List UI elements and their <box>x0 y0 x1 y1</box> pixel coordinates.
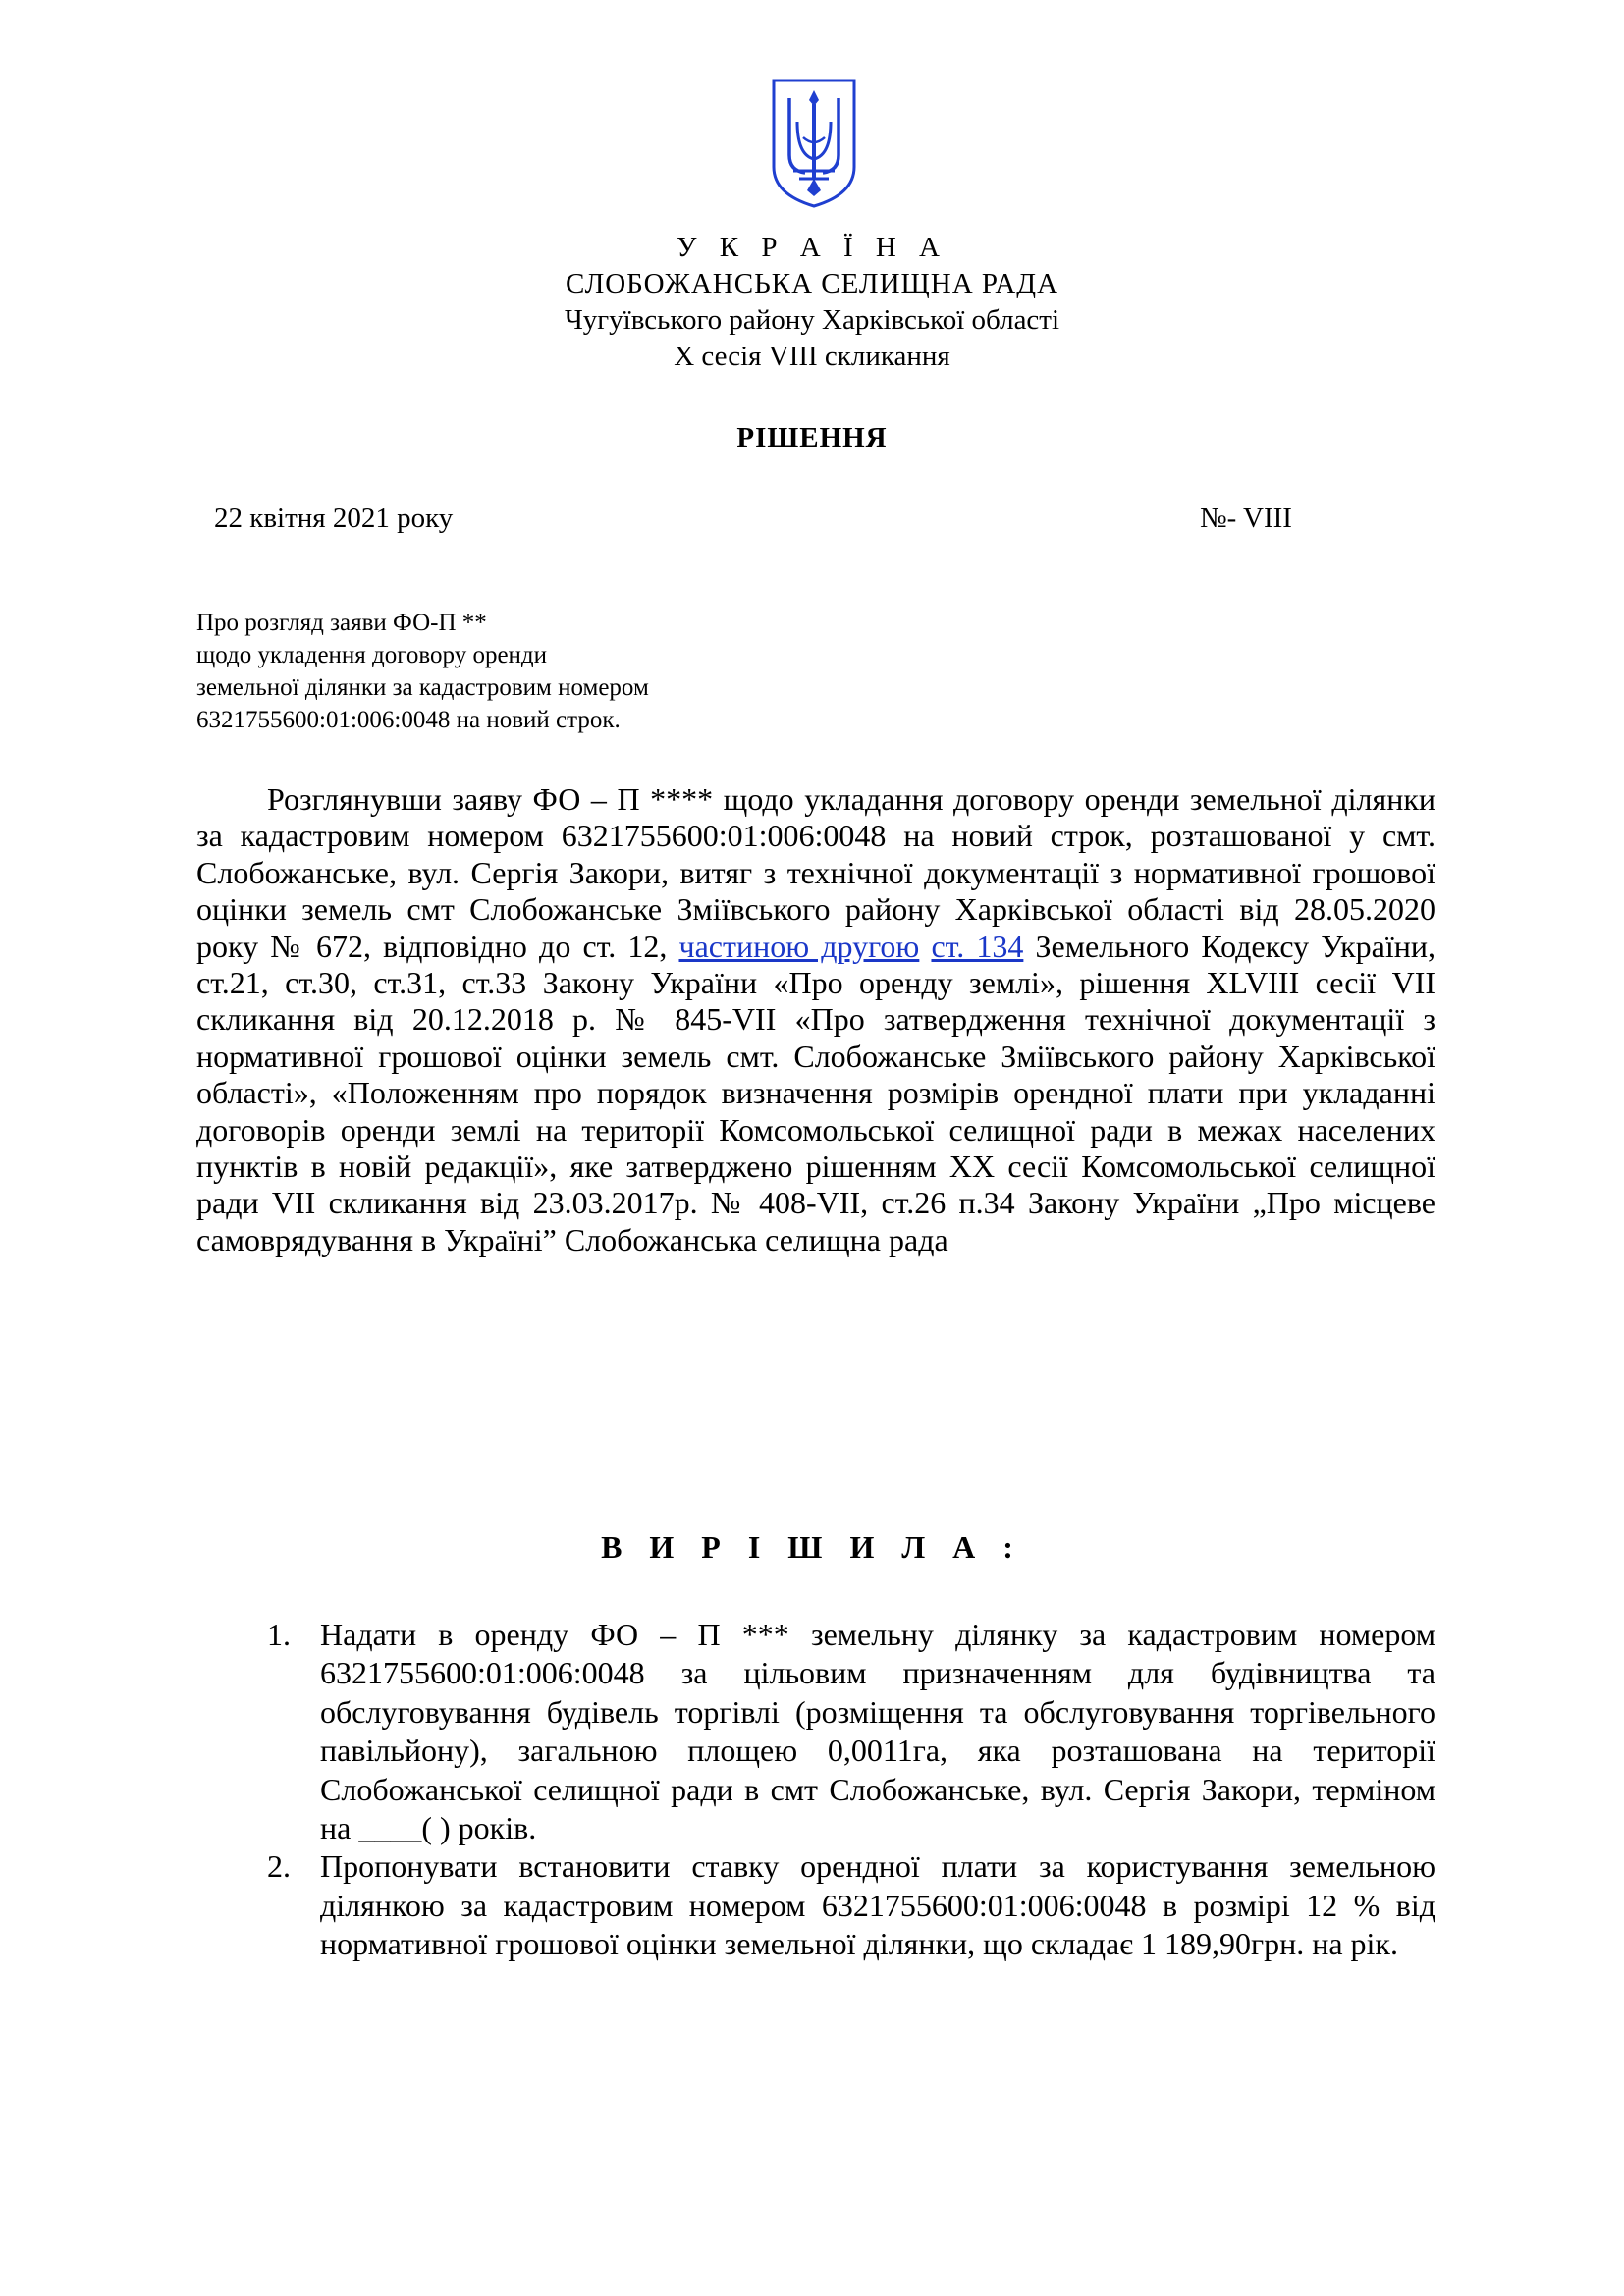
link-part-two[interactable]: частиною другою <box>678 928 920 964</box>
document-title: РІШЕННЯ <box>736 422 888 454</box>
subject-line: Про розгляд заяви ФО-П ** <box>196 610 487 636</box>
preamble-paragraph <box>196 781 1435 1258</box>
preamble-text-continued: Земельного Кодексу України, ст.21, ст.30, ст.31, ст.33 Закону України «Про оренду землі», рішення XLVIII сесії VII скликання від 20.12.2018 р. № 845-VII «Про затвердження технічної документації з нормативної грошової оцінки земель смт. Слобожанське Зміївського району Харківської області», «Положенням про порядок визначення розмірів орендної плати при укладанні договорів оренди землі на території Комсомольської селищної ради в межах населених пунктів в новій редакції», яке затверджено рішенням XX сесії Комсомольської селищної ради VII скликання від 23.03.2017р. № 408-VII, ст.26 п.34 Закону України „Про місцеве самоврядування в Україні” Слобожанська селищна рада <box>196 928 1436 1257</box>
decisions-list <box>196 1616 1435 1964</box>
decision-text: Надати в оренду ФО – П *** земельну ділянку за кадастровим номером 6321755600:01:006:0048 за цільовим призначенням для будівництва та обслуговування будівель торгівлі (розміщення та обслуговування торгівельного павільйону), загальною площею 0,0011га, яка розташована на території Слобожанської селищної ради в смт Слобожанське, вул. Сергія Закори, терміном на ____( ) років. <box>320 1617 1435 1846</box>
document-header <box>0 230 1624 375</box>
link-article-134[interactable]: ст. 134 <box>931 928 1024 964</box>
document-number: №- VIII <box>1200 503 1292 534</box>
district-name: Чугуївського району Харківської області <box>564 304 1060 336</box>
decision-number: 1. <box>267 1617 291 1652</box>
subject-line: земельної ділянки за кадастровим номером <box>196 674 649 701</box>
council-name: СЛОБОЖАНСЬКА СЕЛИЩНА РАДА <box>565 268 1059 299</box>
country-name: У К Р А Ї Н А <box>677 232 947 263</box>
decision-number: 2. <box>267 1848 291 1885</box>
subject-line: 6321755600:01:006:0048 на новий строк. <box>196 707 621 733</box>
session-name: X сесія VIII скликання <box>674 341 950 372</box>
document-subject <box>196 607 649 736</box>
preamble-text: Розглянувши заяву ФО – П **** щодо укладання договору оренди земельної ділянки за кадастровим номером 6321755600:01:006:0048 на новий строк, розташованої у смт. Слобожанське, вул. Сергія Закори, витяг з технічної документації з нормативної грошової оцінки земель смт Слобожанське Зміївського району Харківської області від 28.05.2020 року № 672, відповідно до ст. 12, <box>196 781 1435 964</box>
decision-item <box>196 1847 1435 1963</box>
decision-text: Пропонувати встановити ставку орендної плати за користування земельною ділянкою за кадастровим номером 6321755600:01:006:0048 в розмірі 12 % від нормативної грошової оцінки земельної ділянки, що складає 1 189,90грн. на рік. <box>320 1848 1435 1962</box>
decided-heading: В И Р І Ш И Л А : <box>601 1529 1023 1565</box>
document-date: 22 квітня 2021 року <box>214 503 454 534</box>
ukraine-coat-of-arms-icon <box>770 77 858 210</box>
decision-item <box>196 1616 1435 1847</box>
subject-line: щодо укладення договору оренди <box>196 642 548 668</box>
